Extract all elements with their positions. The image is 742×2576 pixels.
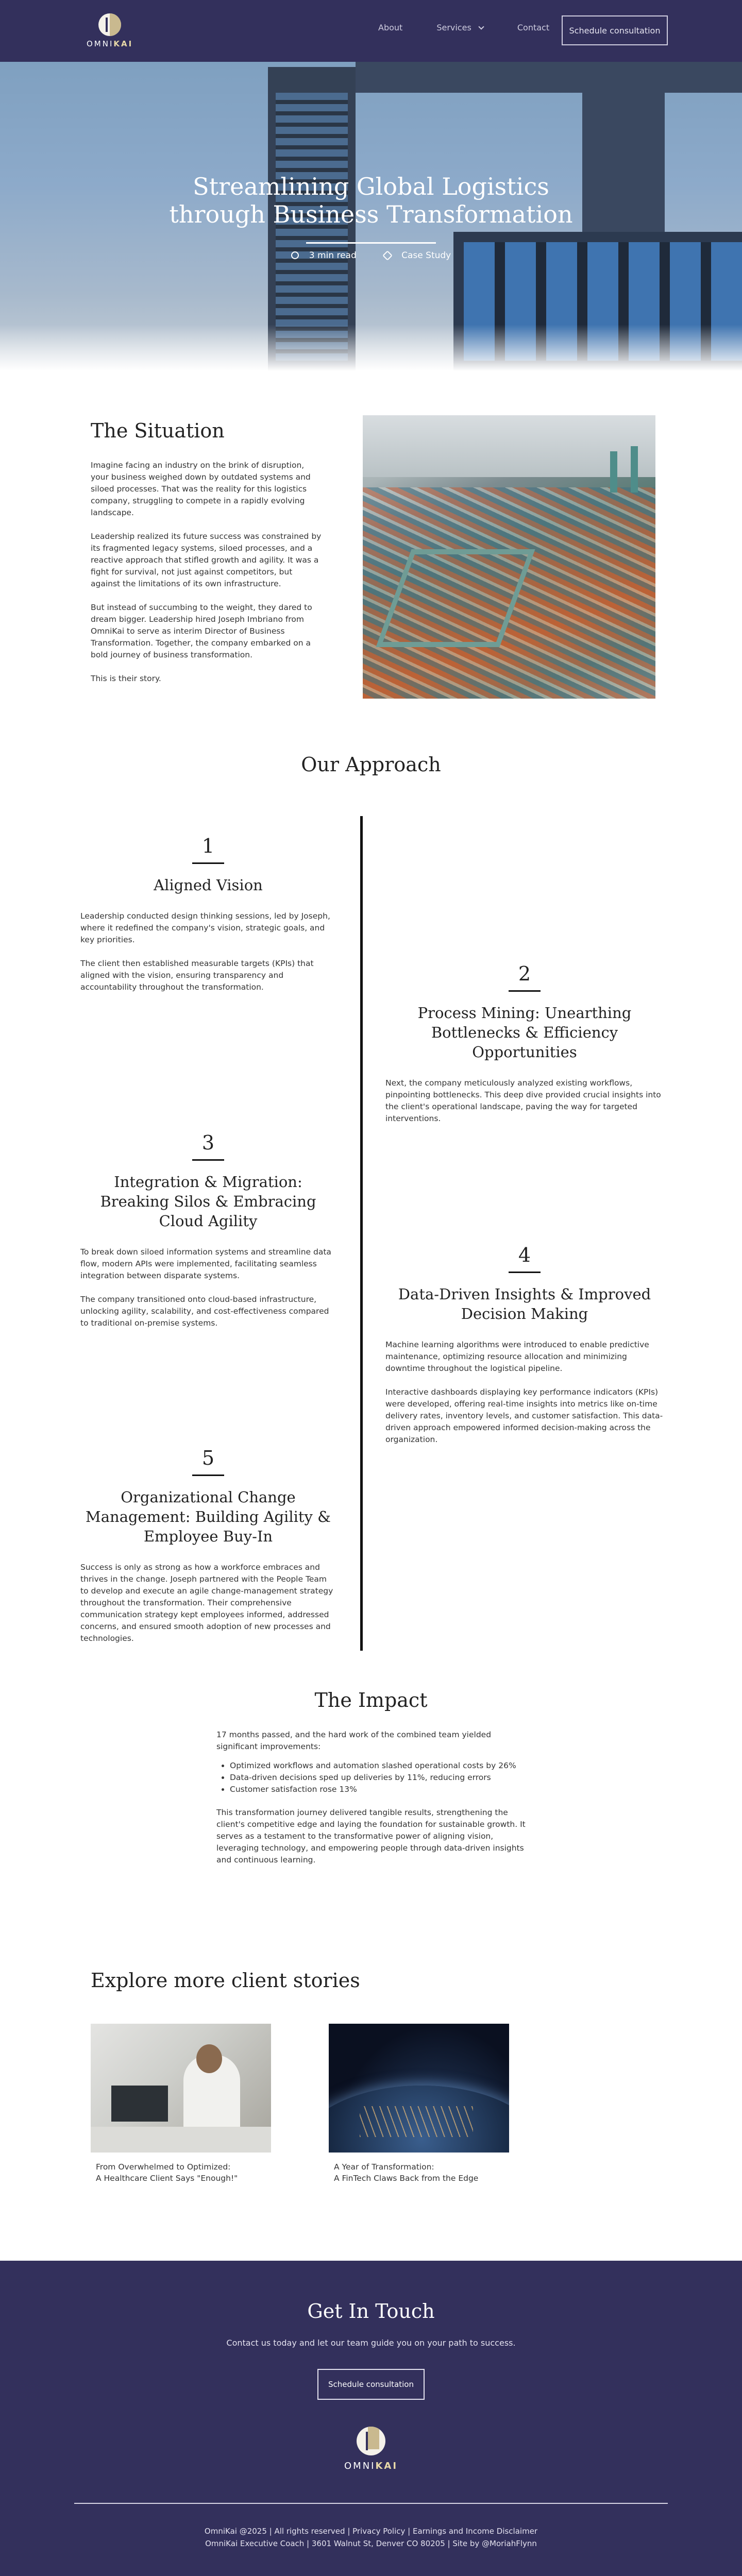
impact-intro: 17 months passed, and the hard work of the combined team yielded significant improvements:: [216, 1730, 492, 1751]
step-bar: [509, 990, 541, 992]
story-caption-fintech[interactable]: [334, 2161, 478, 2184]
logo-mark-icon: [357, 2427, 385, 2455]
story-caption-line: A FinTech Claws Back from the Edge: [334, 2174, 479, 2183]
impact-bullet: • Customer satisfaction rose 13%: [230, 1784, 526, 1795]
chevron-down-icon: [478, 24, 484, 29]
step-number: 2: [518, 962, 531, 985]
footer-logo[interactable]: [344, 2427, 398, 2471]
footer-legal-line1[interactable]: OmniKai @2025 | All rights reserved | Privacy Policy | Earnings and Income Disclaimer: [204, 2527, 538, 2536]
step-bar: [509, 1272, 541, 1273]
nav-links: [378, 23, 549, 32]
step-paragraph: The company transitioned onto cloud-based infrastructure, unlocking agility, scalability, and cost-effectiveness compared to traditional on-premise systems.: [80, 1295, 329, 1328]
impact-closing: This transformation journey delivered tangible results, strengthening the client's competitive edge and laying the foundation for sustainable growth. It serves as a testament to the transformative power of aligning vision, leveraging technology, and empowering people through data-driven insights and continuous learning.: [216, 1808, 526, 1865]
step-paragraph: Leadership conducted design thinking sessions, led by Joseph, where it redefined the company's vision, strategic goals, and key priorities.: [80, 911, 330, 944]
footer-heading: Get In Touch: [307, 2300, 435, 2323]
schedule-consultation-button[interactable]: Schedule consultation: [562, 15, 668, 45]
port-crane: [610, 451, 617, 493]
step-title: Aligned Vision: [154, 876, 263, 894]
nav-services-label: Services: [436, 23, 471, 32]
impact-bullet: • Optimized workflows and automation slashed operational costs by 26%: [230, 1760, 526, 1772]
story-caption-line: A Year of Transformation:: [334, 2162, 434, 2172]
step-title: Data-Driven Insights & Improved Decision Making: [398, 1285, 651, 1323]
step-title: Integration & Migration: Breaking Silos & Embracing Cloud Agility: [100, 1173, 316, 1230]
logo-mark-icon: [98, 13, 121, 36]
clock-icon: [291, 251, 299, 259]
nav-about[interactable]: About: [378, 23, 403, 32]
hero-fade: [0, 325, 742, 371]
brand-wordmark: OMNIKAI: [87, 39, 133, 48]
approach-step-1: [80, 835, 336, 1005]
situation-paragraph: This is their story.: [91, 674, 161, 683]
step-body: [80, 1562, 336, 1645]
impact-list: [216, 1760, 526, 1795]
case-study-tag[interactable]: Case Study: [378, 250, 457, 261]
approach-step-5: [80, 1447, 336, 1656]
impact-heading: The Impact: [314, 1689, 428, 1711]
approach-heading: Our Approach: [301, 753, 441, 776]
step-paragraph: Machine learning algorithms were introduced to enable predictive maintenance, optimizing resource allocation and minimizing downtime throughout the logistical pipeline.: [385, 1340, 649, 1373]
brand-logo[interactable]: [87, 13, 133, 48]
step-number: 5: [201, 1447, 215, 1469]
nav-services[interactable]: [436, 23, 483, 32]
impact-bullet: • Data-driven decisions sped up deliveries by 11%, reducing errors: [230, 1772, 526, 1784]
story-monitor: [111, 2086, 168, 2122]
step-paragraph: Interactive dashboards displaying key performance indicators (KPIs) were developed, offering real-time insights into metrics like on-time delivery rates, inventory levels, and customer satisfaction. This data-driven approach empowered informed decision-making across the organization.: [385, 1387, 663, 1444]
story-person-head: [196, 2044, 222, 2073]
story-desk: [91, 2127, 271, 2153]
hero-title: Streamlining Global Logistics through Business Transformation: [169, 173, 573, 228]
footer-cta-text: Contact us today and let our team guide you on your path to success.: [226, 2338, 516, 2348]
step-paragraph: Success is only as strong as how a workforce embraces and thrives in the change. Joseph partnered with the People Team to develop and execute an agile change-management strategy throughout the transformation. Their comprehensive communication strategy kept employees informed, addressed concerns, and ensured smooth adoption of new processes and technologies.: [80, 1563, 333, 1643]
step-bar: [192, 1159, 224, 1161]
footer-wordmark: OMNIKAI: [344, 2461, 398, 2471]
story-city-lights: [360, 2106, 473, 2137]
story-caption-line: From Overwhelmed to Optimized:: [96, 2162, 231, 2172]
step-number: 1: [201, 835, 215, 857]
step-paragraph: Next, the company meticulously analyzed existing workflows, pinpointing bottlenecks. This deep dive provided crucial insights into the client's operational landscape, paving the way for targeted interventions.: [385, 1078, 661, 1123]
step-bar: [192, 862, 224, 864]
step-number: 3: [201, 1131, 215, 1154]
timeline-line: [360, 816, 363, 1651]
story-caption-line: A Healthcare Client Says "Enough!": [96, 2174, 238, 2183]
step-body: [80, 910, 336, 993]
port-aerial-image: [363, 415, 655, 699]
situation-body: [91, 460, 323, 685]
footer-schedule-button[interactable]: Schedule consultation: [317, 2369, 425, 2400]
impact-body: [216, 1729, 526, 1866]
approach-step-3: [80, 1131, 336, 1341]
step-bar: [192, 1475, 224, 1476]
footer: [0, 2261, 742, 2576]
hero-bg-beam: [356, 62, 742, 93]
story-caption-healthcare[interactable]: [96, 2161, 238, 2184]
step-title: Organizational Change Management: Building Agility & Employee Buy-In: [86, 1488, 331, 1545]
step-body: [385, 1077, 664, 1125]
situation-paragraph: Imagine facing an industry on the brink of disruption, your business weighed down by outdated systems and siloed processes. That was the reality for this logistics company, struggling to compete in a rapidly evolving landscape.: [91, 461, 311, 517]
stories-heading: Explore more client stories: [91, 1969, 360, 1992]
step-body: [385, 1339, 664, 1446]
step-number: 4: [518, 1244, 531, 1266]
approach-step-4: [385, 1244, 664, 1458]
read-time: 3 min read: [285, 250, 363, 261]
story-card-image-healthcare[interactable]: [91, 2024, 271, 2153]
hero: [0, 62, 742, 371]
port-crane: [631, 446, 638, 493]
situation-paragraph: Leadership realized its future success was constrained by its fragmented legacy systems, siloed processes, and a reactive approach that stifled growth and agility. It was a fight for survival, not just against competitors, but against the limitations of its own infrastructure.: [91, 532, 322, 588]
nav-contact[interactable]: Contact: [517, 23, 550, 32]
step-title: Process Mining: Unearthing Bottlenecks & Efficiency Opportunities: [417, 1004, 632, 1061]
step-paragraph: The client then established measurable targets (KPIs) that aligned with the vision, ensuring transparency and accountability throughout the transformation.: [80, 959, 314, 992]
story-card-image-fintech[interactable]: [329, 2024, 509, 2153]
situation-heading: The Situation: [91, 419, 225, 442]
top-nav: [0, 0, 742, 62]
footer-legal-line2: OmniKai Executive Coach | 3601 Walnut St, Denver CO 80205 | Site by @MoriahFlynn: [205, 2539, 537, 2548]
tag-icon: [382, 250, 393, 261]
step-paragraph: To break down siloed information systems and streamline data flow, modern APIs were implemented, facilitating seamless integration between disparate systems.: [80, 1247, 331, 1280]
approach-step-2: [385, 962, 664, 1137]
situation-paragraph: But instead of succumbing to the weight, they dared to dream bigger. Leadership hired Joseph Imbriano from OmniKai to serve as interim Director of Business Transformation. Together, the company embarked on a bold journey of business transformation.: [91, 603, 312, 659]
step-body: [80, 1246, 336, 1329]
hero-meta: [0, 250, 742, 261]
hero-divider: [306, 242, 436, 244]
footer-divider: [74, 2503, 668, 2504]
